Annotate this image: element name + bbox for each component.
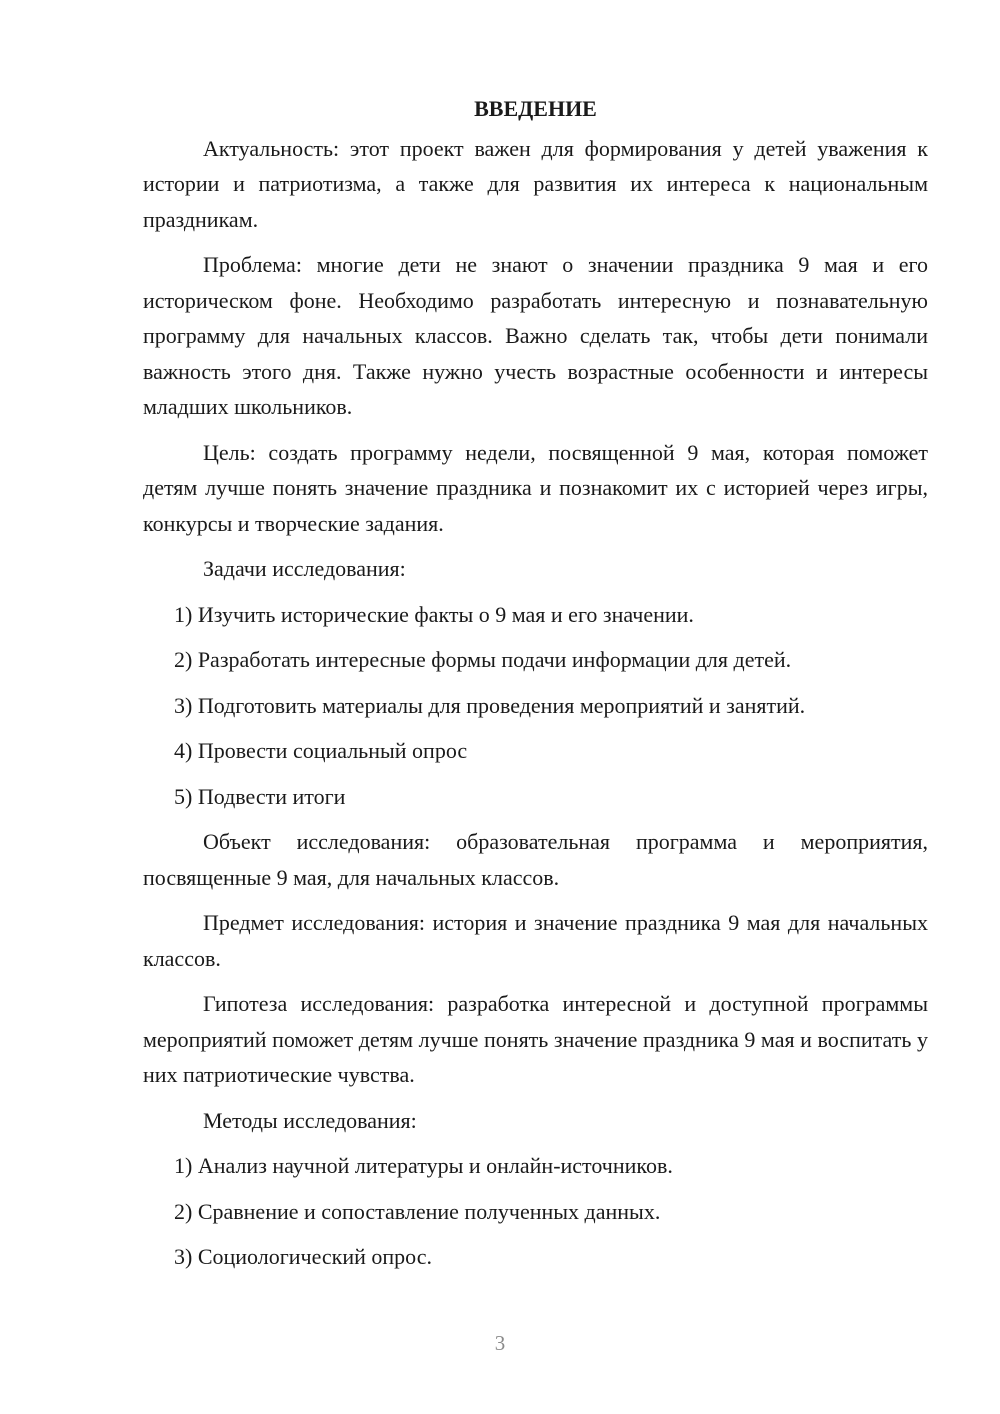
tasks-list-item: 2) Разработать интересные формы подачи информации для детей. bbox=[174, 647, 792, 672]
methods-list-item: 2) Сравнение и сопоставление полученных данных. bbox=[174, 1198, 661, 1224]
tasks-list-item: 4) Провести социальный опрос bbox=[174, 738, 468, 763]
tasks-list-item: 3) Подготовить материалы для проведения мероприятий и занятий. bbox=[174, 692, 806, 718]
tasks-list-item: 5) Подвести итоги bbox=[174, 783, 346, 809]
page-number: 3 bbox=[494, 1331, 506, 1355]
tasks-list-item: 1) Изучить исторические факты о 9 мая и его значении. bbox=[174, 601, 694, 627]
subject-paragraph: Предмет исследования: история и значение праздника 9 мая для начальных классов. bbox=[143, 910, 928, 971]
methods-list-item: 3) Социологический опрос. bbox=[174, 1244, 432, 1269]
methods-list-item: 1) Анализ научной литературы и онлайн-источников. bbox=[174, 1153, 673, 1178]
relevance-paragraph: Актуальность: этот проект важен для формирования у детей уважения к истории и патриотизма, а также для развития их интереса к национальным праздникам. bbox=[143, 135, 928, 232]
methods-list bbox=[143, 1148, 928, 1275]
tasks-heading: Задачи исследования: bbox=[203, 556, 406, 581]
goal-paragraph: Цель: создать программу недели, посвященной 9 мая, которая поможет детям лучше понять значение праздника и познакомит их с историей через игры, конкурсы и творческие задания. bbox=[143, 439, 928, 536]
object-paragraph: Объект исследования: образовательная программа и мероприятия, посвященные 9 мая, для начальных классов. bbox=[143, 829, 928, 890]
document-page bbox=[143, 91, 928, 1285]
hypothesis-paragraph: Гипотеза исследования: разработка интересной и доступной программы мероприятий поможет детям лучше понять значение праздника 9 мая и воспитать у них патриотические чувства. bbox=[143, 991, 928, 1087]
methods-heading: Методы исследования: bbox=[203, 1107, 417, 1133]
problem-paragraph: Проблема: многие дети не знают о значении праздника 9 мая и его историческом фоне. Необходимо разработать интересную и познавательную программу для начальных классов. Важно сделать так, чтобы дети понимали важность этого дня. Также нужно учесть возрастные особенности и интересы младших школьников. bbox=[143, 252, 928, 419]
page-title: ВВЕДЕНИЕ bbox=[474, 96, 597, 121]
tasks-list bbox=[143, 597, 928, 815]
